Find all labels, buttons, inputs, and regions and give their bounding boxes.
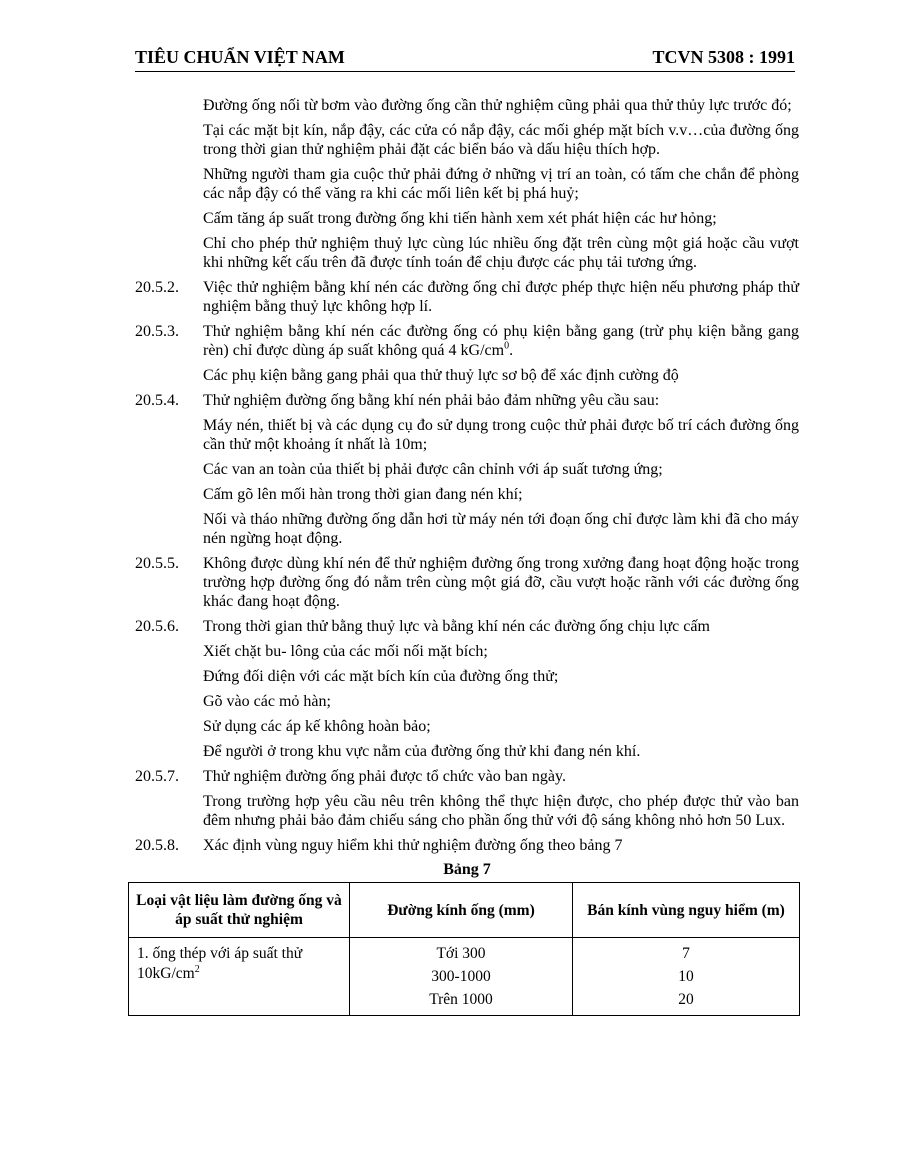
cell-material [129, 938, 350, 1016]
section-number: 20.5.3. [135, 323, 179, 340]
danger-zone-table [128, 882, 800, 1016]
table-row [129, 938, 800, 1016]
cell-radii [573, 938, 800, 1016]
paragraph [135, 96, 799, 115]
paragraph [135, 742, 799, 761]
paragraph [135, 366, 799, 385]
paragraph-text: Gõ vào các mỏ hàn; [203, 693, 331, 710]
header-material: Loại vật liệu làm đường ống và áp suất thử nghiệm [129, 883, 350, 938]
paragraph [135, 667, 799, 686]
paragraph [135, 278, 799, 316]
paragraph [135, 617, 799, 636]
paragraph [135, 121, 799, 159]
paragraph-text: Sử dụng các áp kế không hoàn bảo; [203, 718, 431, 735]
paragraph-text-end: . [509, 342, 514, 359]
table-caption: Bảng 7 [443, 861, 491, 878]
paragraph-text: Thử nghiệm đường ống bằng khí nén phải bảo đảm những yêu cầu sau: [203, 392, 660, 409]
paragraph-text: Thử nghiệm bằng khí nén các đường ống có phụ kiện bằng gang (trừ phụ kiện bằng gang rèn) chỉ được dùng áp suất không quá 4 kG/cm [203, 323, 799, 359]
paragraph-text: Đứng đối diện với các mặt bích kín của đường ống thử; [203, 668, 559, 685]
paragraph-text: Không được dùng khí nén để thử nghiệm đường ống trong xưởng đang hoạt động hoặc trong trường hợp đường ống đó nằm trên cùng một giá đỡ, cầu vượt hoặc rãnh với các đường ống khác đang hoạt động. [203, 555, 799, 610]
diameter-value: Tới 300 [436, 945, 486, 962]
paragraph-text: Trong thời gian thử bằng thuỷ lực và bằng khí nén các đường ống chịu lực cấm [203, 618, 710, 635]
paragraph [135, 165, 799, 203]
paragraph-list [135, 96, 799, 855]
diameter-value: Trên 1000 [429, 991, 493, 1008]
radius-value: 20 [678, 991, 694, 1008]
paragraph-text: Các phụ kiện bằng gang phải qua thử thuỷ lực sơ bộ để xác định cường độ [203, 367, 679, 384]
unit-superscript: 0 [504, 340, 510, 352]
paragraph [135, 510, 799, 548]
paragraph-text: Xác định vùng nguy hiểm khi thử nghiệm đường ống theo bảng 7 [203, 837, 623, 854]
radius-value: 7 [682, 945, 690, 962]
paragraph-text: Để người ở trong khu vực nằm của đường ống thử khi đang nén khí. [203, 743, 641, 760]
material-superscript: 2 [194, 963, 200, 975]
paragraph [135, 416, 799, 454]
header-diameter: Đường kính ống (mm) [350, 883, 573, 938]
section-number: 20.5.5. [135, 555, 179, 572]
paragraph-text: Cấm tăng áp suất trong đường ống khi tiến hành xem xét phát hiện các hư hỏng; [203, 210, 717, 227]
section-number: 20.5.2. [135, 279, 179, 296]
paragraph-text: Những người tham gia cuộc thử phải đứng ở những vị trí an toàn, có tấm che chắn để phòng các nắp đậy có thể văng ra khi các mối liên kết bị phá huỷ; [203, 166, 799, 202]
paragraph-text: Thử nghiệm đường ống phải được tổ chức vào ban ngày. [203, 768, 566, 785]
header-standard-code: TCVN 5308 : 1991 [652, 47, 795, 67]
paragraph-text: Nối và tháo những đường ống dẫn hơi từ máy nén tới đoạn ống chỉ được làm khi đã cho máy nén ngừng hoạt động. [203, 511, 799, 547]
paragraph-text: Cấm gõ lên mối hàn trong thời gian đang nén khí; [203, 486, 523, 503]
paragraph [135, 209, 799, 228]
section-number: 20.5.4. [135, 392, 179, 409]
paragraph-text: Máy nén, thiết bị và các dụng cụ đo sử dụng trong cuộc thử phải được bố trí cách đường ống cần thử một khoảng ít nhất là 10m; [203, 417, 799, 453]
section-number: 20.5.6. [135, 618, 179, 635]
radius-value: 10 [678, 968, 694, 985]
paragraph [135, 460, 799, 479]
paragraph [135, 836, 799, 855]
paragraph [135, 322, 799, 360]
paragraph-text: Trong trường hợp yêu cầu nêu trên không thể thực hiện được, cho phép được thử vào ban đêm nhưng phải bảo đảm chiếu sáng cho phần ống thử với độ sáng không nhỏ hơn 50 Lux. [203, 793, 799, 829]
paragraph [135, 717, 799, 736]
material-text: 1. ống thép với áp suất thử 10kG/cm [137, 945, 303, 982]
cell-diameters [350, 938, 573, 1016]
paragraph [135, 234, 799, 272]
page-header [135, 47, 795, 72]
paragraph [135, 391, 799, 410]
paragraph [135, 692, 799, 711]
paragraph-text: Việc thử nghiệm bằng khí nén các đường ống chỉ được phép thực hiện nếu phương pháp thử nghiệm bằng thuỷ lực không hợp lí. [203, 279, 799, 315]
header-standard-name: TIÊU CHUẨN VIỆT NAM [135, 47, 345, 67]
paragraph [135, 554, 799, 611]
header-radius: Bán kính vùng nguy hiểm (m) [573, 883, 800, 938]
paragraph-text: Các van an toàn của thiết bị phải được cân chỉnh với áp suất tương ứng; [203, 461, 663, 478]
paragraph-text: Tại các mặt bịt kín, nắp đậy, các cửa có nắp đậy, các mối ghép mặt bích v.v…của đường ống trong thời gian thử nghiệm phải đặt các biển báo và dấu hiệu thích hợp. [203, 122, 799, 158]
document-body [135, 96, 799, 1016]
paragraph-text: Chỉ cho phép thử nghiệm thuỷ lực cùng lúc nhiều ống đặt trên cùng một giá hoặc cầu vượt khi những kết cấu trên đã được tính toán để chịu được các phụ tải tương ứng. [203, 235, 799, 271]
paragraph [135, 792, 799, 830]
paragraph [135, 642, 799, 661]
paragraph [135, 485, 799, 504]
diameter-value: 300-1000 [431, 968, 491, 985]
paragraph-text: Xiết chặt bu- lông của các mối nối mặt bích; [203, 643, 488, 660]
table-header-row [129, 883, 800, 938]
paragraph-text: Đường ống nối từ bơm vào đường ống cần thử nghiệm cũng phải qua thử thủy lực trước đó; [203, 97, 792, 114]
section-number: 20.5.8. [135, 837, 179, 854]
section-number: 20.5.7. [135, 768, 179, 785]
paragraph [135, 767, 799, 786]
